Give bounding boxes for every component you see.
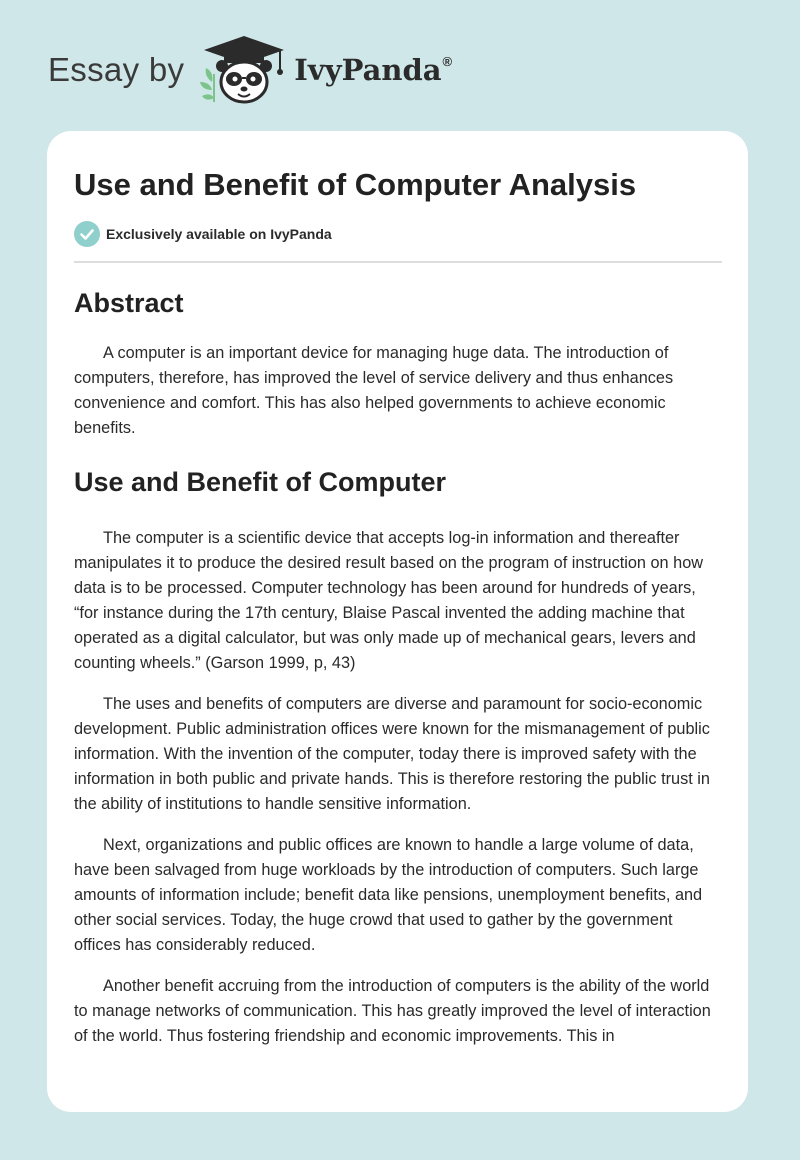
essay-card — [47, 131, 748, 1112]
exclusive-badge — [74, 221, 722, 247]
brand-name-text: IvyPanda — [294, 53, 442, 87]
section-heading-abstract: Abstract — [74, 288, 184, 318]
brand-prefix: Essay by — [48, 51, 185, 88]
body-paragraph: Another benefit accruing from the introduction of computers is the ability of the world to manage networks of communication. This has greatly improved the level of interaction of the world. Thus fostering friendship and economic improvements. This in — [74, 977, 711, 1045]
body-paragraph: Next, organizations and public offices are known to handle a large volume of data, have been salvaged from huge workloads by the introduction of computers. Such large amounts of information include; benefit data like pensions, unemployment benefits, and other social services. Today, the huge crowd that used to gather by the government offices has considerably reduced. — [74, 836, 703, 954]
page-title: Use and Benefit of Computer Analysis — [74, 167, 637, 202]
body-paragraph: The computer is a scientific device that accepts log-in information and thereafter manipulates it to produce the desired result based on the program of instruction on how data is to be processed. Computer technology has been around for hundreds of years, “for instance during the 17th century, Blaise Pascal invented the adding machine that operated as a digital calculator, but was only made up of mechanical gears, levers and counting wheels.” (Garson 1999, p, 43) — [74, 529, 704, 672]
registered-mark: ® — [442, 54, 453, 69]
essay-content — [47, 131, 748, 1049]
body-paragraph: The uses and benefits of computers are diverse and paramount for socio-economic development. Public administration offices were known for the mismanagement of public information. With the invention of the computer, today there is improved safety with the information in both public and private hands. This is therefore restoring the public trust in the ability of institutions to handle sensitive information. — [74, 695, 710, 813]
site-header — [48, 34, 452, 106]
check-circle-icon — [74, 221, 100, 247]
panda-graduate-icon[interactable] — [198, 34, 290, 106]
abstract-paragraph: A computer is an important device for managing huge data. The introduction of computers, therefore, has improved the level of service delivery and thus enhances convenience and comfort. This has also helped governments to achieve economic benefits. — [74, 344, 674, 437]
section-heading-use-and-benefit: Use and Benefit of Computer — [74, 467, 447, 497]
brand-name[interactable] — [294, 53, 452, 87]
exclusive-badge-label: Exclusively available on IvyPanda — [106, 226, 332, 242]
title-divider — [74, 261, 722, 263]
